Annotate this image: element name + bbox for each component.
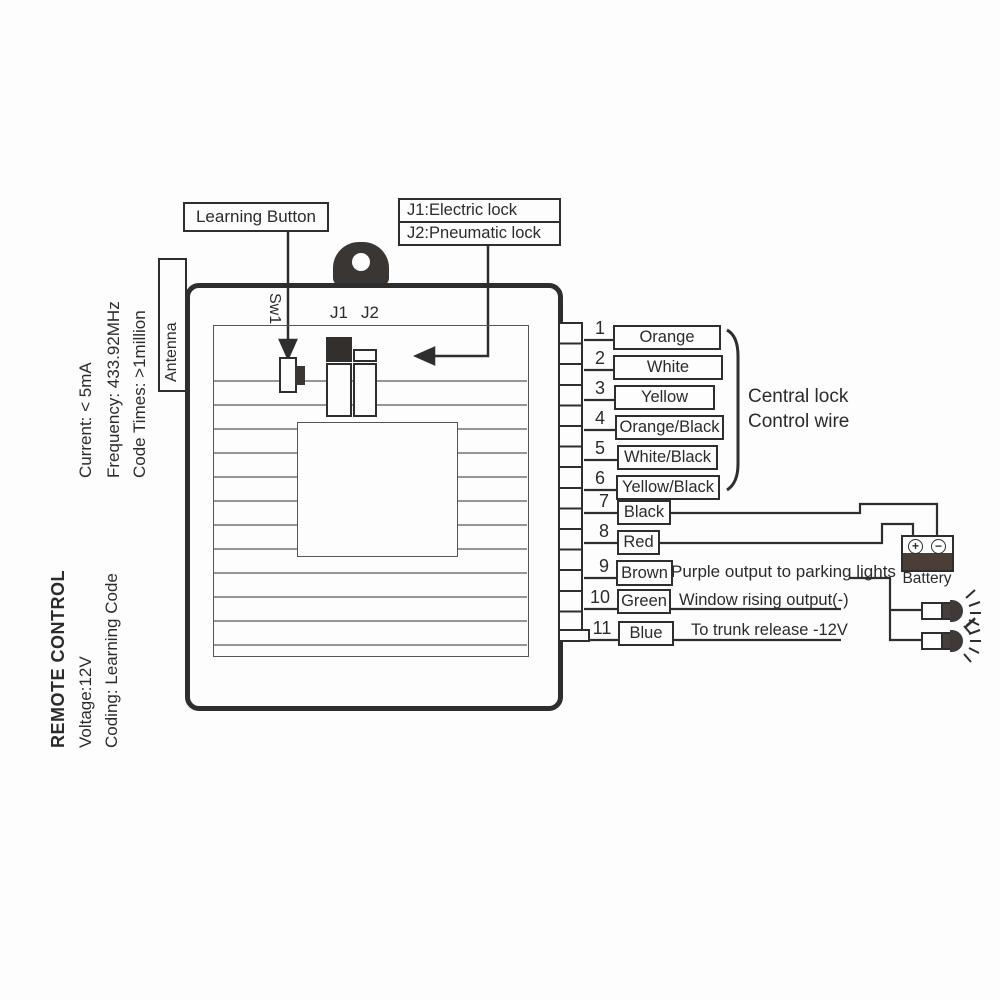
jumper-j1-cap[interactable] bbox=[326, 337, 352, 362]
battery-minus-terminal: − bbox=[931, 539, 946, 554]
bulb1-cap bbox=[950, 600, 963, 622]
connector-cells bbox=[560, 324, 581, 633]
wire-color-box: Yellow bbox=[614, 385, 715, 410]
wire-number: 1 bbox=[594, 318, 605, 338]
wire-number: 2 bbox=[594, 348, 605, 368]
connector-foot bbox=[558, 629, 590, 642]
learning-button-callout bbox=[183, 202, 329, 232]
wire-number: 6 bbox=[594, 468, 605, 488]
wire-number: 9 bbox=[598, 556, 609, 576]
jumper-j2-body bbox=[353, 363, 377, 417]
jumper-j1-body bbox=[326, 363, 352, 417]
jumper1-label: J1 bbox=[330, 303, 348, 322]
central-lock-group-label bbox=[748, 384, 849, 434]
wire-note-window-rising: Window rising output(-) bbox=[679, 591, 849, 609]
battery-plus-terminal: + bbox=[908, 539, 923, 554]
wire-black-to-battery bbox=[667, 504, 937, 535]
bulb-rays bbox=[964, 590, 981, 634]
wire-color-box: Red bbox=[617, 530, 660, 555]
wire-note-parking-lights: Purple output to parking lights bbox=[671, 562, 896, 581]
connector-strip bbox=[558, 322, 583, 635]
spec-code-times: Code Times: >1million bbox=[130, 310, 149, 478]
bulb2-cap bbox=[950, 630, 963, 652]
wire-color-box: Orange/Black bbox=[615, 415, 724, 440]
wire-number: 11 bbox=[592, 618, 612, 638]
wire-red-to-battery bbox=[656, 524, 913, 543]
bulb2-rays bbox=[964, 619, 981, 662]
jumper-callout-line1: J1:Electric lock bbox=[400, 200, 559, 223]
wire-color-box: Green bbox=[617, 589, 671, 614]
antenna-label: Antenna bbox=[163, 322, 180, 382]
group-label-line2: Control wire bbox=[748, 411, 850, 432]
wire-number: 8 bbox=[598, 521, 609, 541]
sw1-label: Sw1 bbox=[266, 293, 283, 325]
battery-body bbox=[903, 553, 952, 570]
wire-color-box: Orange bbox=[613, 325, 721, 350]
product-name: REMOTE CONTROL bbox=[48, 570, 68, 748]
wire-number: 3 bbox=[594, 378, 605, 398]
wire-color-box: White bbox=[613, 355, 723, 380]
wire-color-box: Brown bbox=[616, 560, 673, 586]
jumper-callout-line2: J2:Pneumatic lock bbox=[407, 224, 541, 242]
wire-color-box: White/Black bbox=[617, 445, 718, 470]
group-label-line1: Central lock bbox=[748, 386, 849, 407]
wire-number: 10 bbox=[589, 587, 611, 607]
wire-color-box: Yellow/Black bbox=[616, 475, 720, 500]
wire-number: 4 bbox=[594, 408, 605, 428]
battery bbox=[901, 535, 954, 572]
jumper2-label: J2 bbox=[361, 303, 379, 322]
product-coding: Coding: Learning Code bbox=[102, 573, 121, 748]
ic-chip bbox=[297, 422, 458, 557]
battery-label: Battery bbox=[902, 570, 952, 587]
spec-current: Current: < 5mA bbox=[76, 362, 95, 478]
product-voltage: Voltage:12V bbox=[76, 656, 95, 748]
spec-frequency: Frequency: 433.92MHz bbox=[104, 301, 123, 478]
mounting-hole bbox=[352, 253, 370, 271]
jumper-callout bbox=[398, 198, 561, 246]
wire-number: 5 bbox=[594, 438, 605, 458]
central-lock-brace bbox=[727, 330, 738, 490]
wire-color-box: Black bbox=[617, 500, 671, 525]
wire-note-trunk-release: To trunk release -12V bbox=[691, 621, 848, 639]
learning-button-label: Learning Button bbox=[195, 207, 317, 226]
mounting-tab bbox=[333, 242, 389, 286]
jumper-j2-cap[interactable] bbox=[353, 349, 377, 362]
switch-actuator[interactable] bbox=[295, 366, 305, 385]
wire-color-box: Blue bbox=[618, 621, 674, 646]
wire-number: 7 bbox=[598, 491, 609, 511]
